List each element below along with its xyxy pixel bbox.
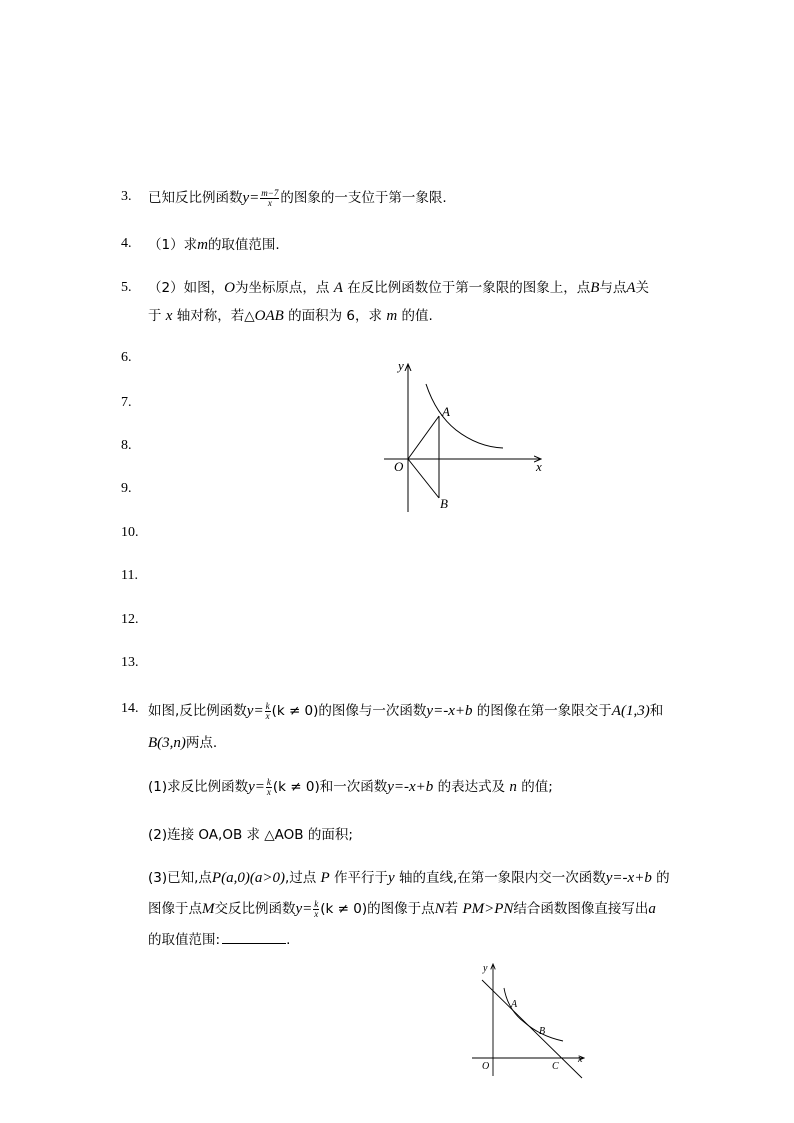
line-number: 5. — [121, 280, 132, 295]
q14-kx: x — [266, 786, 271, 797]
q14-P: P(a,0)(a>0) — [211, 870, 285, 886]
q14-t: 如图,反比例函数 — [148, 703, 247, 719]
q14-kcond: (k ≠ 0) — [272, 779, 320, 795]
q14-t: 的 — [656, 870, 670, 886]
q5-t: （2）如图， — [148, 280, 225, 296]
q14-t: 的值; — [521, 779, 553, 795]
linear-function-line — [482, 980, 582, 1078]
q4-post: 的取值范围. — [207, 237, 280, 253]
q5-tri: △ — [244, 308, 255, 324]
fig1-label-x: x — [536, 459, 542, 474]
q14-y: y — [388, 870, 395, 886]
q14-t: 轴的直线,在第一象限内交一次函数 — [398, 870, 606, 886]
question-5-line2 — [148, 304, 433, 325]
q5-t: 的面积为 6，求 — [288, 308, 383, 324]
line-number: 11. — [121, 568, 138, 583]
fig2-label-B: B — [539, 1026, 546, 1037]
q14-t: 作平行于 — [334, 870, 388, 886]
q14-a: a — [648, 901, 656, 917]
q5-t: 与点 — [599, 280, 627, 296]
q5-x: x — [165, 308, 173, 324]
q14-t: 的图像与一次函数 — [318, 703, 427, 719]
q14-kcond: (k ≠ 0) — [320, 901, 368, 917]
q14-t: 和 — [649, 703, 664, 719]
fig2-label-C: C — [552, 1061, 559, 1072]
q14-t: 交反比例函数 — [214, 901, 296, 917]
question-14-part3-line2 — [148, 897, 656, 919]
q14-t: ,过点 — [284, 870, 317, 886]
fig2-label-x: x — [578, 1054, 583, 1065]
q14-k: k — [266, 776, 271, 787]
q14-p2: (2)连接 OA,OB 求 △AOB 的面积; — [148, 827, 353, 843]
fig1-label-A: A — [442, 404, 450, 419]
q5-t: 轴对称，若 — [176, 308, 245, 324]
fig2-label-y: y — [483, 963, 488, 974]
q5-OAB: OAB — [254, 308, 284, 324]
q14-t: 的取值范围: — [148, 932, 221, 948]
line-number: 13. — [121, 655, 139, 670]
q5-B: B — [590, 280, 600, 296]
q14-fn: y= — [246, 703, 264, 719]
q5-m: m — [386, 308, 398, 324]
fig1-label-y: y — [398, 358, 404, 373]
question-14-part1 — [148, 775, 553, 797]
q14-kcond: (k ≠ 0) — [271, 703, 319, 719]
line-number: 10. — [121, 525, 139, 540]
line-number: 12. — [121, 612, 139, 627]
q14-t: (3)已知,点 — [148, 870, 212, 886]
q14-N: N — [434, 901, 445, 917]
q14-end: . — [286, 932, 291, 948]
q14-t: 的图像于点 — [367, 901, 435, 917]
q5-t: 于 — [148, 308, 162, 324]
q5-t: 的值. — [401, 308, 433, 324]
q14-t: 结合函数图像直接写出 — [513, 901, 649, 917]
figure-1 — [378, 352, 553, 517]
q14-A: A(1,3) — [611, 703, 650, 719]
line-number: 7. — [121, 395, 132, 410]
q14-lin: y=-x+b — [387, 779, 434, 795]
q3-frac-num: m−7 — [261, 187, 279, 198]
line-number: 4. — [121, 236, 132, 251]
q14-M: M — [202, 901, 215, 917]
q14-B: B(3,n) — [148, 735, 186, 751]
question-14-line1 — [148, 699, 663, 721]
q3-pre: 已知反比例函数 — [148, 190, 243, 206]
question-4-text — [148, 233, 280, 254]
hyperbola-curve — [426, 384, 503, 448]
q14-n: n — [509, 779, 517, 795]
q14-t: 的图像在第一象限交于 — [476, 703, 612, 719]
q5-O: O — [224, 280, 235, 296]
q14-t: 两点. — [185, 735, 218, 751]
q14-fn: y= — [295, 901, 313, 917]
q5-t: 在反比例函数位于第一象限的图象上，点 — [347, 280, 591, 296]
line-number: 14. — [121, 701, 139, 716]
hyperbola-curve — [504, 988, 563, 1041]
q3-fn-y: y= — [242, 190, 260, 206]
fig2-label-A: A — [511, 999, 518, 1010]
line-number: 6. — [121, 350, 132, 365]
fig1-label-B: B — [440, 496, 448, 511]
q14-P2: P — [320, 870, 330, 886]
q3-frac-den: x — [267, 197, 272, 208]
fig2-label-O: O — [482, 1061, 490, 1072]
segment-OA — [408, 416, 439, 459]
q14-fraction — [265, 702, 271, 721]
q5-t: 关 — [635, 280, 650, 296]
q14-lin: y=-x+b — [426, 703, 473, 719]
line-number: 9. — [121, 481, 132, 496]
q14-lin: y=-x+b — [605, 870, 652, 886]
q3-post: 的图象的一支位于第一象限. — [280, 190, 447, 206]
q14-cmp: PM>PN — [462, 901, 514, 917]
q14-t: 和一次函数 — [319, 779, 388, 795]
q3-fraction — [260, 189, 279, 208]
q4-var: m — [197, 237, 208, 253]
question-14-part2 — [148, 823, 353, 843]
q14-kx: x — [314, 908, 319, 919]
q14-fraction — [313, 900, 319, 919]
q14-t: 若 — [444, 901, 459, 917]
question-14-part3-line1 — [148, 866, 670, 887]
question-3-text — [148, 186, 447, 208]
answer-blank[interactable] — [222, 931, 286, 944]
q14-t: (1)求反比例函数 — [148, 779, 249, 795]
q14-t: 图像于点 — [148, 901, 202, 917]
q14-fn: y= — [248, 779, 265, 795]
q14-t: 的表达式及 — [437, 779, 506, 795]
line-number: 3. — [121, 189, 132, 204]
line-number: 8. — [121, 438, 132, 453]
q4-pre: （1）求 — [148, 237, 198, 253]
q5-t: 为坐标原点，点 — [234, 280, 330, 296]
q14-kx: x — [265, 710, 270, 721]
segment-OB — [408, 459, 439, 498]
question-5-line1 — [148, 276, 649, 297]
q5-A: A — [333, 280, 343, 296]
q14-fraction — [266, 778, 272, 797]
question-14-line2 — [148, 731, 217, 752]
q14-k: k — [265, 700, 270, 711]
figure-2 — [470, 958, 590, 1083]
q5-A2: A — [626, 280, 636, 296]
q14-k: k — [314, 898, 319, 909]
fig1-label-O: O — [394, 459, 404, 474]
question-14-part3-line3 — [148, 928, 290, 948]
